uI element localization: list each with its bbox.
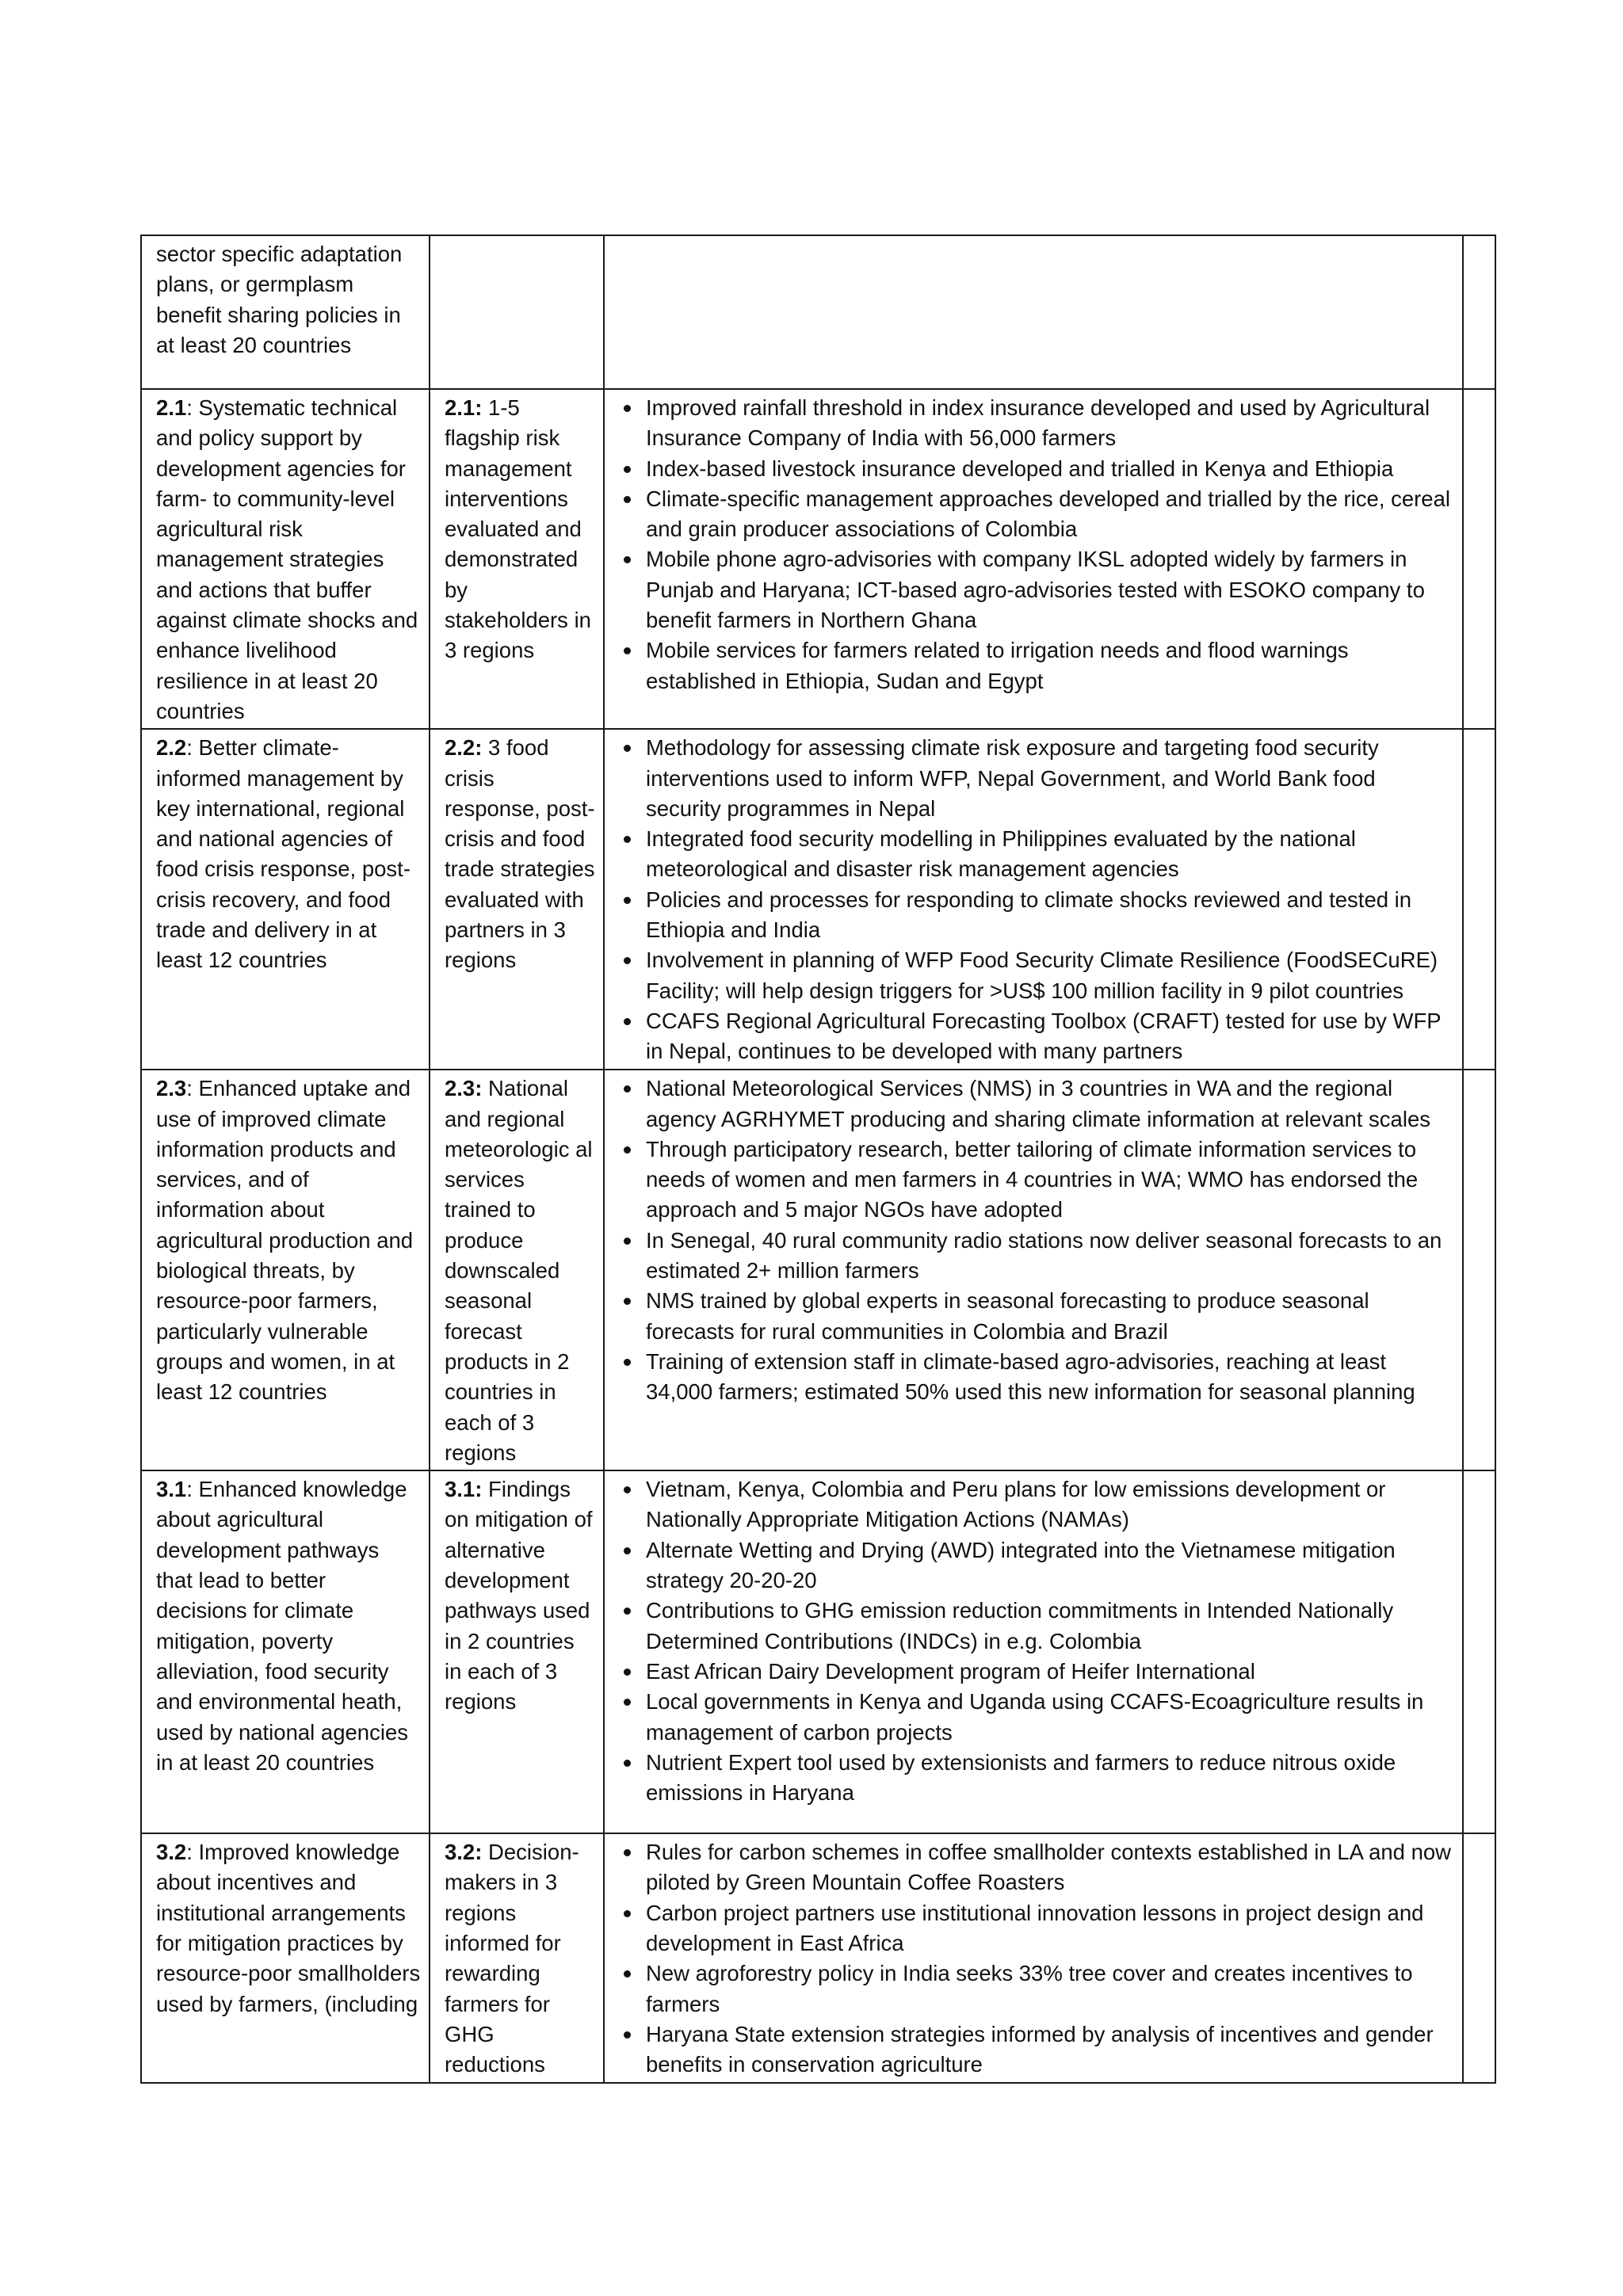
achievement-item: Alternate Wetting and Drying (AWD) integrated into the Vietnamese mitigation strategy 20-20-20 [619, 1535, 1454, 1596]
target-code: 3.2: [445, 1840, 483, 1865]
achievement-item: Climate-specific management approaches developed and trialled by the rice, cereal and grain producer associations of Colombia [619, 484, 1454, 545]
achievement-item: East African Dairy Development program of Heifer International [619, 1657, 1454, 1687]
achievements-cell [604, 235, 1463, 389]
outcome-text: : Enhanced knowledge about agricultural development pathways that lead to better decisions for climate mitigation, poverty alleviation, food security and environmental heath, used by national agencies in at least 20 countries [156, 1477, 409, 1775]
target-cell [430, 1833, 604, 2082]
outcome-cell [141, 1070, 430, 1470]
outcome-text: sector specific adaptation plans, or germplasm benefit sharing policies in at least 20 countries [156, 242, 403, 357]
achievements-cell [604, 1070, 1463, 1470]
outcome-code: 2.2 [156, 735, 187, 761]
target-text: National and regional meteorologic al services trained to produce downscaled seasonal forecast products in 2 countries in each of 3 regions [445, 1076, 593, 1465]
target-cell [430, 729, 604, 1070]
rating-cell [1463, 389, 1495, 729]
target-text: Decision-makers in 3 regions informed for rewarding farmers for GHG reductions [445, 1840, 579, 2077]
outcomes-table-body [141, 235, 1495, 2083]
achievement-item: Nutrient Expert tool used by extensionists and farmers to reduce nitrous oxide emissions in Haryana [619, 1748, 1454, 1809]
achievement-item: Contributions to GHG emission reduction commitments in Intended Nationally Determined Contributions (INDCs) in e.g. Colombia [619, 1596, 1454, 1657]
table-row [141, 1470, 1495, 1833]
rating-cell [1463, 729, 1495, 1070]
target-text: 1-5 flagship risk management interventions evaluated and demonstrated by stakeholders in 3 regions [445, 395, 591, 663]
achievement-item: Local governments in Kenya and Uganda using CCAFS-Ecoagriculture results in management of carbon projects [619, 1687, 1454, 1748]
table-row [141, 1070, 1495, 1470]
achievements-list [619, 1074, 1454, 1407]
table-row [141, 729, 1495, 1070]
outcome-cell [141, 1470, 430, 1833]
outcome-code: 3.2 [156, 1840, 187, 1865]
achievement-item: NMS trained by global experts in seasonal forecasting to produce seasonal forecasts for rural communities in Colombia and Brazil [619, 1286, 1454, 1347]
outcome-cell [141, 729, 430, 1070]
outcome-text: : Improved knowledge about incentives and institutional arrangements for mitigation practices by resource-poor smallholders used by farmers, (including [156, 1840, 421, 2016]
achievement-item: Mobile services for farmers related to irrigation needs and flood warnings established in Ethiopia, Sudan and Egypt [619, 635, 1454, 696]
target-cell [430, 389, 604, 729]
achievements-cell [604, 729, 1463, 1070]
achievement-item: CCAFS Regional Agricultural Forecasting Toolbox (CRAFT) tested for use by WFP in Nepal, continues to be developed with many partners [619, 1006, 1454, 1067]
achievements-cell [604, 1470, 1463, 1833]
outcomes-table [140, 235, 1496, 2084]
achievement-item: New agroforestry policy in India seeks 33% tree cover and creates incentives to farmers [619, 1958, 1454, 2019]
table-row [141, 389, 1495, 729]
outcome-text: : Systematic technical and policy support by development agencies for farm- to community-level agricultural risk management strategies and actions that buffer against climate shocks and enhance livelihood resilience in at least 20 countries [156, 395, 418, 723]
outcome-cell [141, 235, 430, 389]
achievement-item: Involvement in planning of WFP Food Security Climate Resilience (FoodSECuRE) Facility; will help design triggers for >US$ 100 million facility in 9 pilot countries [619, 945, 1454, 1006]
achievement-item: Improved rainfall threshold in index insurance developed and used by Agricultural Insurance Company of India with 56,000 farmers [619, 393, 1454, 454]
achievement-item: Methodology for assessing climate risk exposure and targeting food security interventions used to inform WFP, Nepal Government, and World Bank food security programmes in Nepal [619, 733, 1454, 824]
outcome-code: 2.1 [156, 395, 187, 420]
target-cell [430, 1070, 604, 1470]
target-code: 3.1: [445, 1477, 483, 1502]
target-code: 2.2: [445, 735, 483, 761]
target-code: 2.1: [445, 395, 483, 420]
outcome-text: : Enhanced uptake and use of improved climate information products and services, and of information about agricultural production and biological threats, by resource-poor farmers, particularly vulnerable groups and women, in at least 12 countries [156, 1076, 414, 1405]
achievements-list [619, 1474, 1454, 1808]
achievement-item: Carbon project partners use institutional innovation lessons in project design and development in East Africa [619, 1898, 1454, 1959]
achievements-list [619, 733, 1454, 1066]
achievement-item: Mobile phone agro-advisories with company IKSL adopted widely by farmers in Punjab and Haryana; ICT-based agro-advisories tested with ESOKO company to benefit farmers in Northern Ghana [619, 544, 1454, 635]
target-cell [430, 1470, 604, 1833]
rating-cell [1463, 235, 1495, 389]
target-cell [430, 235, 604, 389]
achievement-item: Vietnam, Kenya, Colombia and Peru plans for low emissions development or Nationally Appropriate Mitigation Actions (NAMAs) [619, 1474, 1454, 1535]
achievement-item: Through participatory research, better tailoring of climate information services to needs of women and men farmers in 4 countries in WA; WMO has endorsed the approach and 5 major NGOs have adopted [619, 1135, 1454, 1226]
outcome-cell [141, 1833, 430, 2082]
achievement-item: Integrated food security modelling in Philippines evaluated by the national meteorological and disaster risk management agencies [619, 824, 1454, 885]
rating-cell [1463, 1070, 1495, 1470]
target-text: 3 food crisis response, post-crisis and food trade strategies evaluated with partners in 3 regions [445, 735, 595, 973]
target-code: 2.3: [445, 1076, 483, 1101]
target-text: Findings on mitigation of alternative development pathways used in 2 countries in each of 3 regions [445, 1477, 593, 1714]
outcome-code: 3.1 [156, 1477, 187, 1502]
achievement-item: Rules for carbon schemes in coffee smallholder contexts established in LA and now piloted by Green Mountain Coffee Roasters [619, 1837, 1454, 1898]
achievement-item: National Meteorological Services (NMS) in 3 countries in WA and the regional agency AGRHYMET producing and sharing climate information at relevant scales [619, 1074, 1454, 1135]
rating-cell [1463, 1833, 1495, 2082]
table-row [141, 235, 1495, 389]
achievements-list [619, 393, 1454, 696]
outcome-text: : Better climate-informed management by key international, regional and national agencies of food crisis response, post-crisis recovery, and food trade and delivery in at least 12 countries [156, 735, 411, 973]
outcome-code: 2.3 [156, 1076, 187, 1101]
achievement-item: Training of extension staff in climate-based agro-advisories, reaching at least 34,000 farmers; estimated 50% used this new information for seasonal planning [619, 1347, 1454, 1408]
achievement-item: In Senegal, 40 rural community radio stations now deliver seasonal forecasts to an estimated 2+ million farmers [619, 1226, 1454, 1287]
achievement-item: Policies and processes for responding to climate shocks reviewed and tested in Ethiopia and India [619, 885, 1454, 946]
achievement-item: Haryana State extension strategies informed by analysis of incentives and gender benefits in conservation agriculture [619, 2019, 1454, 2081]
achievements-cell [604, 1833, 1463, 2082]
achievement-item: Index-based livestock insurance developed and trialled in Kenya and Ethiopia [619, 454, 1454, 484]
rating-cell [1463, 1470, 1495, 1833]
table-row [141, 1833, 1495, 2082]
achievements-list [619, 1837, 1454, 2080]
achievements-cell [604, 389, 1463, 729]
outcome-cell [141, 389, 430, 729]
